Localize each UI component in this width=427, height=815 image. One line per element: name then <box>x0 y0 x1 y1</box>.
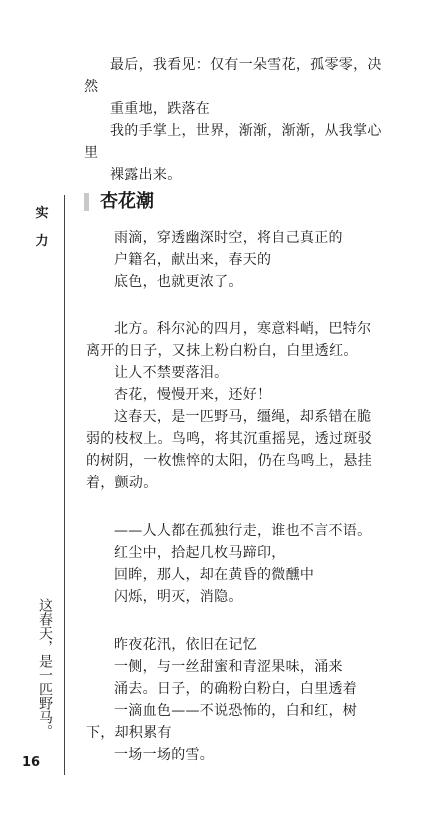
poem-line: 北方。科尔沁的四月，寒意料峭，巴特尔 <box>114 321 372 337</box>
poem-line: 一侧，与一丝甜蜜和青涩果味，涌来 <box>114 659 343 675</box>
title-marker <box>84 193 89 211</box>
poem-line: 杏花，慢慢开来，还好！ <box>114 387 272 403</box>
prelude-line: 里 <box>84 145 99 161</box>
side-running-quote: 这春天，是一匹野马。 <box>37 598 53 738</box>
prelude-line: 我的手掌上，世界，渐渐，渐渐，从我掌心 <box>110 123 382 139</box>
page-number: 16 <box>22 755 41 770</box>
poem-line: 离开的日子，又抹上粉白粉白，白里透红。 <box>86 343 358 359</box>
poem-line: 着，颤动。 <box>86 475 158 491</box>
poem-line: 底色，也就更浓了。 <box>114 274 243 290</box>
poem-line: 回眸，那人，却在黄昏的微醺中 <box>114 567 315 583</box>
prelude-line: 裸露出来。 <box>110 167 182 183</box>
poem-line: ——人人都在孤独行走，谁也不言不语。 <box>114 523 372 539</box>
side-label-shi: 实 <box>35 206 49 221</box>
poem-line: 的树阴，一枚憔悴的太阳，仍在鸟鸣上，悬挂 <box>86 453 372 469</box>
poem-line: 涌去。日子，的确粉白粉白，白里透着 <box>114 681 358 697</box>
margin-rule <box>64 195 65 775</box>
poem-line: 昨夜花汛，依旧在记忆 <box>114 637 257 653</box>
poem-line: 这春天，是一匹野马，缰绳，却系错在脆 <box>114 409 372 425</box>
prelude-line: 重重地，跌落在 <box>110 101 211 117</box>
poem-line: 雨滴，穿透幽深时空，将自己真正的 <box>114 230 343 246</box>
poem-line: 让人不禁要落泪。 <box>114 365 229 381</box>
side-label-li: 力 <box>35 234 49 249</box>
poem-line: 弱的枝杈上。鸟鸣，将其沉重摇晃，透过斑驳 <box>86 431 372 447</box>
poem-line: 红尘中，拾起几枚马蹄印， <box>114 545 286 561</box>
poem-title: 杏花潮 <box>100 191 154 212</box>
poem-line: 下，却积累有 <box>86 725 172 741</box>
poem-line: 户籍名，献出来，春天的 <box>114 252 272 268</box>
poem-line: 闪烁，明灭，消隐。 <box>114 589 243 605</box>
poem-line: 一场一场的雪。 <box>114 747 215 763</box>
poem-line: 一滴血色——不说恐怖的，白和红，树 <box>114 703 358 719</box>
prelude-line: 然 <box>84 79 99 95</box>
prelude-line: 最后，我看见：仅有一朵雪花，孤零零，决 <box>110 57 382 73</box>
